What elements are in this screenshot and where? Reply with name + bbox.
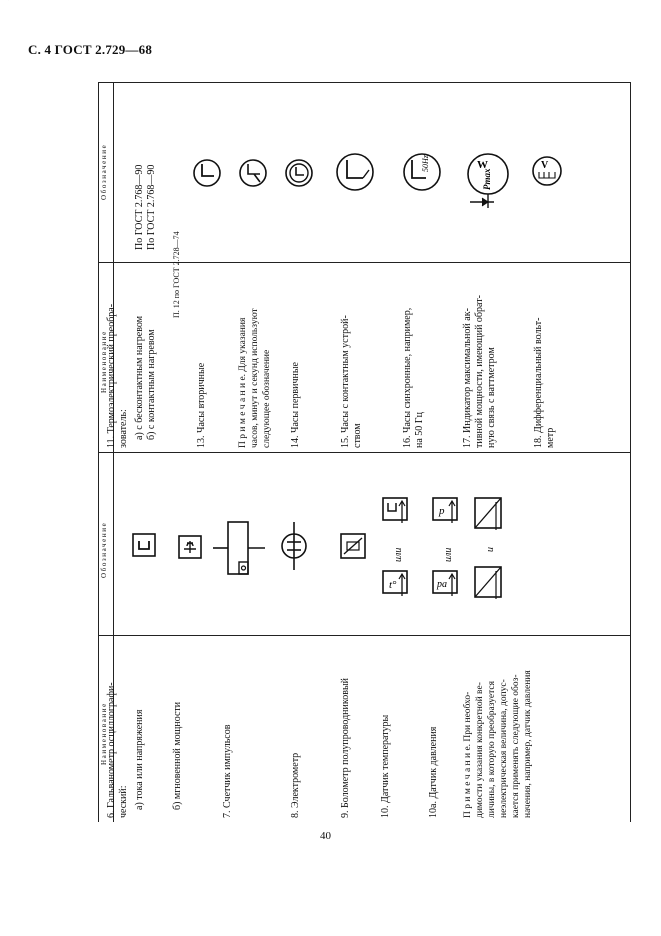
synchronous-clock-symbol — [400, 150, 444, 194]
right-row-14: 14. Часы первичные — [290, 362, 301, 448]
right-row-15-line2: ством — [352, 423, 363, 448]
right-row-18-line2: метр — [545, 427, 556, 448]
pressure-sensor-symbol-b — [432, 497, 458, 527]
combined-sensor-symbol-a — [474, 566, 502, 600]
right-note-line2: часов, минут и секунд используют — [250, 308, 260, 448]
temperature-sensor-symbol-a — [382, 570, 408, 600]
differential-voltmeter-symbol — [530, 154, 564, 188]
right-row-16-line2: на 50 Гц — [414, 412, 425, 448]
left-row-7: 7. Счетчик импульсов — [222, 724, 233, 818]
left-note-line5: кается применять следующие обоз- — [511, 674, 521, 818]
temp-label: t° — [389, 579, 397, 591]
left-row-6b: б) мгновенной мощности — [172, 701, 183, 810]
left-row-8: 8. Электрометр — [290, 752, 301, 818]
name-symbol-divider-left — [98, 635, 631, 636]
primary-clock-symbol — [284, 158, 314, 188]
p-label: p — [439, 505, 445, 517]
right-row-18-line1: 18. Дифференциальный вольт- — [533, 317, 544, 448]
right-row-11-line1: 11. Термоэлектрический преобра- — [106, 303, 117, 448]
contact-clock-symbol — [333, 150, 377, 194]
header-name-left: Наименование — [100, 702, 108, 765]
right-row-11-line2: зователь: — [118, 409, 129, 448]
right-row-15-line1: 15. Часы с контактным устрой- — [340, 315, 351, 448]
or-label-2: или — [443, 547, 454, 562]
right-note-line3: следующее обозначение — [262, 349, 272, 448]
left-row-10a: 10а. Датчик давления — [428, 726, 439, 818]
left-row-9: 9. Болометр полупроводниковый — [340, 677, 351, 818]
pa-label: pa — [437, 579, 447, 590]
pmax-label: Pmax — [482, 168, 492, 190]
left-note-line6: начения, например, датчик давления — [523, 670, 533, 818]
header-symbol-left: Обозначение — [100, 521, 108, 578]
ref-12: П. 12 по ГОСТ 2.728—74 — [172, 231, 181, 318]
right-row-17-line1: 17. Индикатор максимальной ак- — [462, 308, 473, 448]
ref-11b: По ГОСТ 2.768—90 — [146, 164, 157, 250]
clock-hms-symbol — [238, 158, 268, 188]
right-row-11b: б) с контактным нагревом — [146, 329, 157, 440]
right-row-16-line1: 16. Часы синхронные, например, — [402, 307, 413, 448]
header-rule-right-sym — [113, 82, 114, 262]
left-note-line3: личины, в которую преобразуется — [487, 681, 497, 818]
combined-lead-line — [489, 530, 490, 596]
table-top-border — [98, 82, 631, 83]
left-note-line4: неэлектрическая величина, допус- — [499, 679, 509, 818]
left-note-line2: димости указания конкретной ве- — [475, 682, 485, 818]
left-row-6a: а) тока или напряжения — [134, 709, 145, 810]
bolometer-symbol — [340, 533, 366, 559]
header-symbol-right: Обозначение — [100, 143, 108, 200]
secondary-clock-symbol — [192, 158, 222, 188]
electrometer-symbol — [270, 522, 318, 570]
right-row-13: 13. Часы вторичные — [196, 362, 207, 448]
temperature-sensor-symbol-b — [382, 497, 408, 527]
hz-label: 50Hz — [421, 155, 430, 172]
right-row-17-line2: тивной мощности, имеющий обрат- — [474, 295, 485, 448]
ref-11a: По ГОСТ 2.768—90 — [134, 164, 145, 250]
right-row-11a: а) с бесконтактным нагревом — [134, 315, 145, 440]
galvanometer-power-symbol — [178, 535, 202, 559]
page-number: 40 — [320, 830, 331, 842]
left-row-6-line1: 6. Гальванометр осциллографи- — [106, 682, 117, 818]
left-row-10: 10. Датчик температуры — [380, 714, 391, 818]
or-label-1: или — [393, 547, 404, 562]
right-note-line1: П р и м е ч а н и е. Для указания — [238, 317, 248, 448]
left-row-6-line2: ческий: — [118, 785, 129, 818]
header-name-right: Наименование — [100, 330, 108, 393]
left-table-divider — [98, 452, 631, 453]
header-rule-left-sym — [113, 452, 114, 635]
w-label: W — [477, 159, 488, 171]
left-note-line1: П р и м е ч а н и е. При необхо- — [463, 691, 473, 818]
max-power-indicator-symbol — [462, 150, 514, 222]
combined-sensor-symbol-b — [474, 497, 502, 531]
page-header: С. 4 ГОСТ 2.729—68 — [28, 42, 153, 57]
pressure-sensor-symbol-a — [432, 570, 458, 600]
v-label: V — [541, 160, 549, 171]
right-row-17-line3: ную связь с ваттметром — [486, 347, 497, 448]
galvanometer-current-symbol — [132, 533, 156, 557]
and-label: и — [485, 547, 496, 552]
pulse-counter-symbol — [213, 518, 273, 578]
